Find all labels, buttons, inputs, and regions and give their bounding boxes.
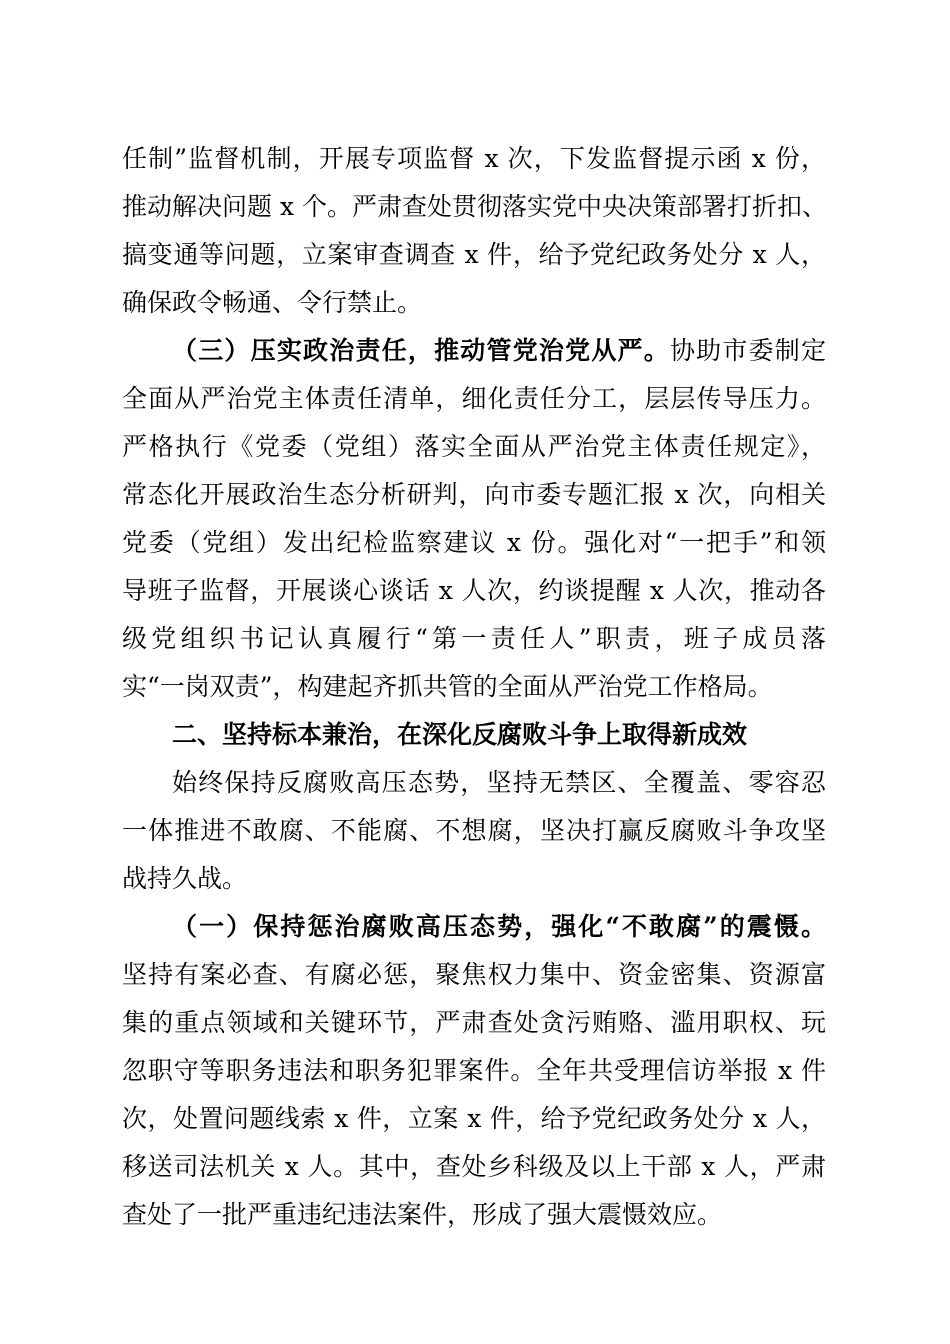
subsection-heading-one: （一）保持惩治腐败高压态势，强化“不敢腐”的震慑。: [172, 912, 826, 941]
paragraph-line: 忽职守等职务违法和职务犯罪案件。全年共受理信访举报 x 件: [122, 1056, 826, 1085]
paragraph-line: 搞变通等问题，立案审查调查 x 件，给予党纪政务处分 x 人，: [122, 240, 826, 269]
paragraph-line: 实“一岗双责”，构建起齐抓共管的全面从严治党工作格局。: [122, 672, 773, 701]
paragraph-line: 严格执行《党委（党组）落实全面从严治党主体责任规定》，: [122, 432, 826, 461]
paragraph-line: 推动解决问题 x 个。严肃查处贯彻落实党中央决策部署打折扣、: [122, 192, 827, 221]
section-heading-two: 二、坚持标本兼治，在深化反腐败斗争上取得新成效: [172, 720, 748, 749]
paragraph-line: 常态化开展政治生态分析研判，向市委专题汇报 x 次，向相关: [122, 480, 826, 509]
paragraph-line: 移送司法机关 x 人。其中，查处乡科级及以上干部 x 人，严肃: [122, 1152, 826, 1181]
paragraph-line: 确保政令畅通、令行禁止。: [122, 288, 423, 317]
subsection-heading-line: [122, 327, 826, 375]
paragraph-line: 党委（党组）发出纪检监察建议 x 份。强化对“一把手”和领: [122, 528, 826, 557]
paragraph-line: 导班子监督，开展谈心谈话 x 人次，约谈提醒 x 人次，推动各: [122, 576, 826, 605]
paragraph-line: 集的重点领域和关键环节，严肃查处贪污贿赂、滥用职权、玩: [122, 1008, 826, 1037]
paragraph-line: 次，处置问题线索 x 件，立案 x 件，给予党纪政务处分 x 人，: [122, 1104, 826, 1133]
document-page: [122, 135, 826, 1239]
paragraph-line: 任制”监督机制，开展专项监督 x 次，下发监督提示函 x 份，: [122, 144, 826, 173]
paragraph-line: 坚持有案必查、有腐必惩，聚焦权力集中、资金密集、资源富: [122, 960, 826, 989]
paragraph-line: 全面从严治党主体责任清单，细化责任分工，层层传导压力。: [122, 384, 826, 413]
paragraph-text: 协助市委制定: [669, 336, 826, 365]
paragraph-line: 一体推进不敢腐、不能腐、不想腐，坚决打赢反腐败斗争攻坚: [122, 816, 826, 845]
paragraph-line: 始终保持反腐败高压态势，坚持无禁区、全覆盖、零容忍: [172, 768, 826, 797]
paragraph-line: 战持久战。: [122, 864, 248, 893]
paragraph-line: 级党组织书记认真履行“第一责任人”职责，班子成员落: [122, 624, 826, 653]
subsection-heading-three: （三）压实政治责任，推动管党治党从严。: [172, 336, 670, 365]
paragraph-line: 查处了一批严重违纪违法案件，形成了强大震慑效应。: [122, 1200, 723, 1229]
